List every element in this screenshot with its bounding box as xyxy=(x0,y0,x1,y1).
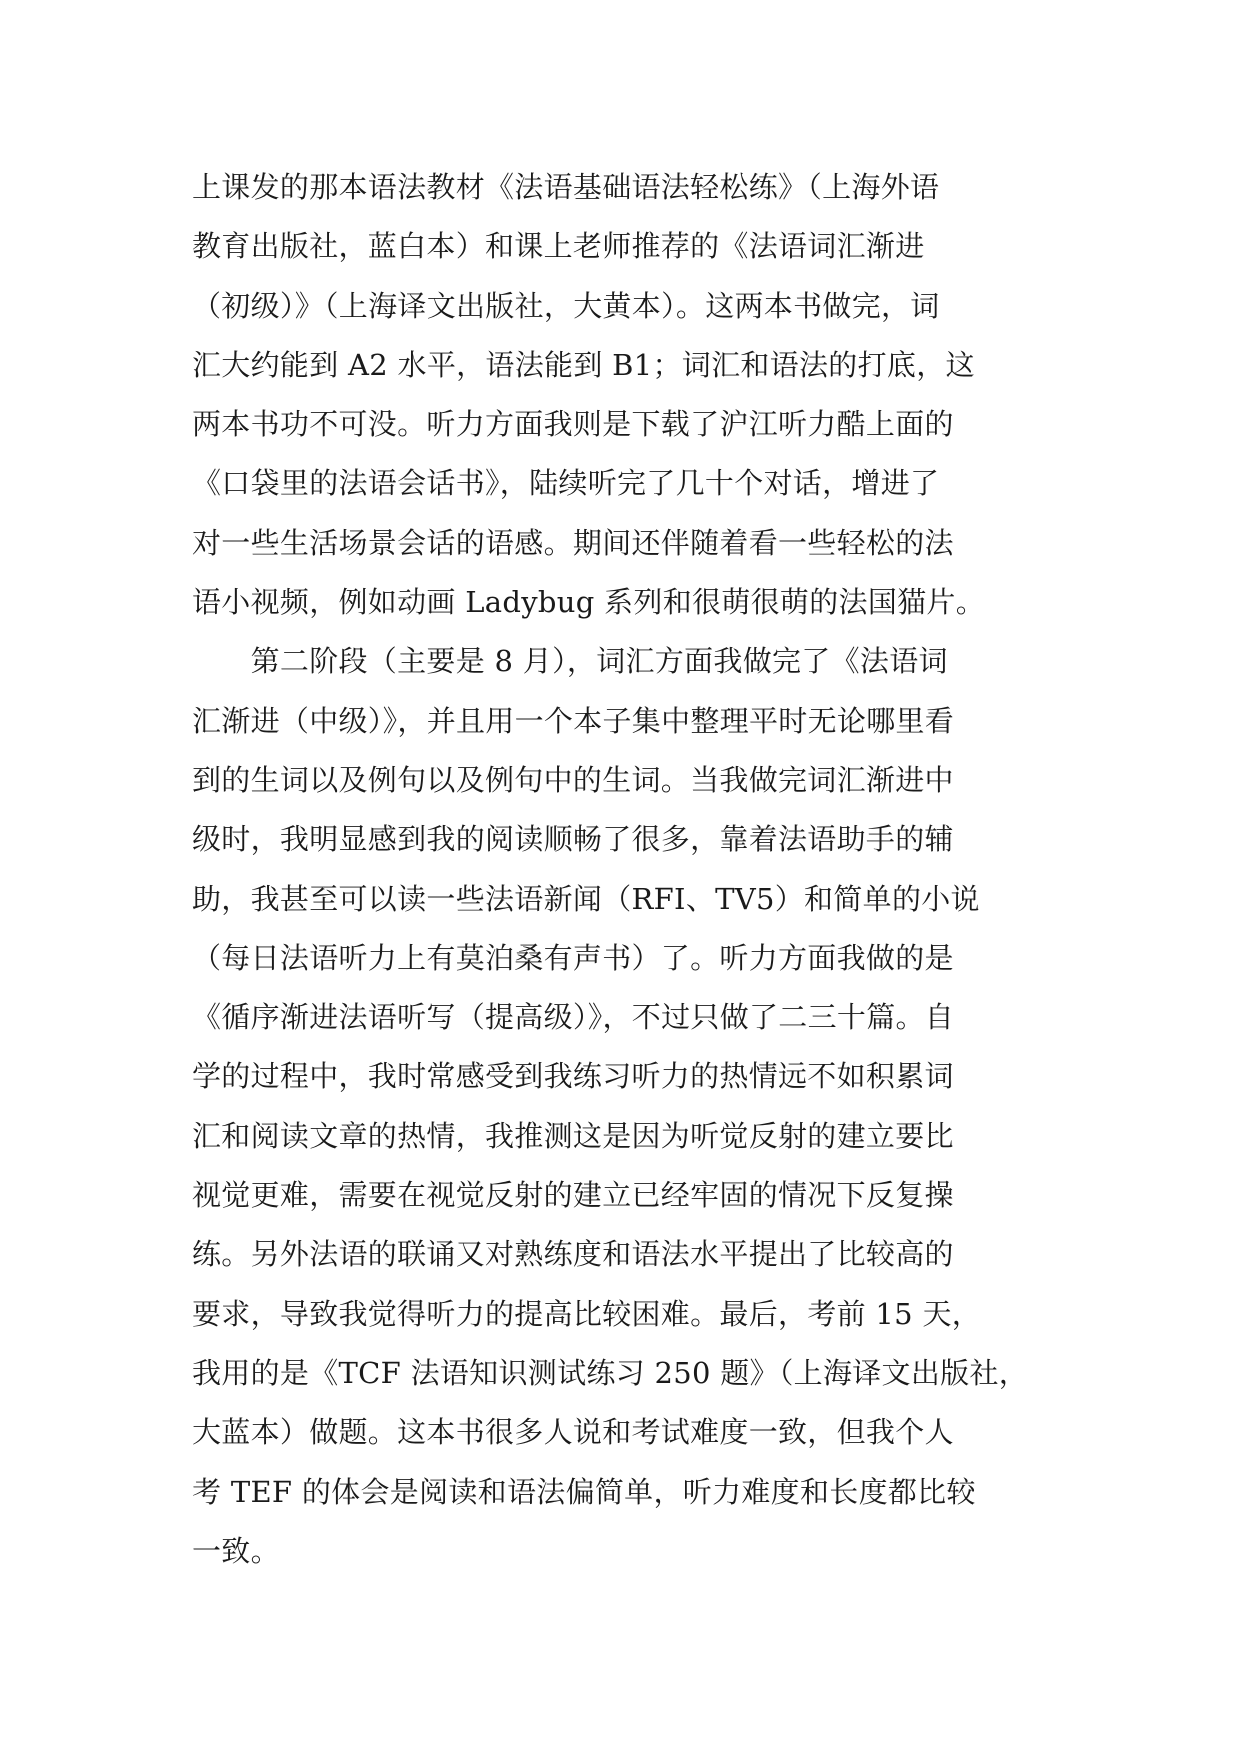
text-line: 第二阶段（主要是 8 月），词汇方面我做完了《法语词 xyxy=(192,644,948,679)
text-line: 练。另外法语的联诵又对熟练度和语法水平提出了比较高的 xyxy=(192,1237,954,1272)
body-text xyxy=(192,158,1060,1581)
text-line: 汇渐进（中级）》，并且用一个本子集中整理平时无论哪里看 xyxy=(192,703,955,738)
text-line: 对一些生活场景会话的语感。期间还伴随着看一些轻松的法 xyxy=(192,525,954,560)
text-line: 汇大约能到 A2 水平，语法能到 B1；词汇和语法的打底，这 xyxy=(192,347,975,382)
text-line: 助，我甚至可以读一些法语新闻（RFI、TV5）和简单的小说 xyxy=(192,881,980,916)
text-line: 大蓝本）做题。这本书很多人说和考试难度一致，但我个人 xyxy=(192,1415,954,1450)
text-line: 两本书功不可没。听力方面我则是下载了沪江听力酷上面的 xyxy=(192,407,954,442)
text-line: 汇和阅读文章的热情，我推测这是因为听觉反射的建立要比 xyxy=(192,1118,954,1153)
text-line: （初级）》（上海译文出版社，大黄本）。这两本书做完，词 xyxy=(192,288,940,323)
text-line: 一致。 xyxy=(192,1533,280,1568)
text-line: 《循序渐进法语听写（提高级）》，不过只做了二三十篇。自 xyxy=(192,1000,955,1035)
text-line: 上课发的那本语法教材《法语基础语法轻松练》（上海外语 xyxy=(192,170,940,204)
text-line: 考 TEF 的体会是阅读和语法偏简单，听力难度和长度都比较 xyxy=(192,1474,976,1509)
text-line: （每日法语听力上有莫泊桑有声书）了。听力方面我做的是 xyxy=(192,940,954,975)
text-line: 语小视频，例如动画 Ladybug 系列和很萌很萌的法国猫片。 xyxy=(192,585,986,620)
text-line: 要求，导致我觉得听力的提高比较困难。最后，考前 15 天， xyxy=(192,1296,982,1331)
text-line: 我用的是《TCF 法语知识测试练习 250 题》（上海译文出版社， xyxy=(192,1355,1029,1390)
text-line: 级时，我明显感到我的阅读顺畅了很多，靠着法语助手的辅 xyxy=(192,822,954,857)
text-line: 学的过程中，我时常感受到我练习听力的热情远不如积累词 xyxy=(192,1059,954,1094)
text-line: 《口袋里的法语会话书》，陆续听完了几十个对话，增进了 xyxy=(192,466,940,501)
text-line: 教育出版社，蓝白本）和课上老师推荐的《法语词汇渐进 xyxy=(192,229,925,264)
text-line: 视觉更难，需要在视觉反射的建立已经牢固的情况下反复操 xyxy=(192,1178,954,1213)
text-line: 到的生词以及例句以及例句中的生词。当我做完词汇渐进中 xyxy=(192,762,954,797)
